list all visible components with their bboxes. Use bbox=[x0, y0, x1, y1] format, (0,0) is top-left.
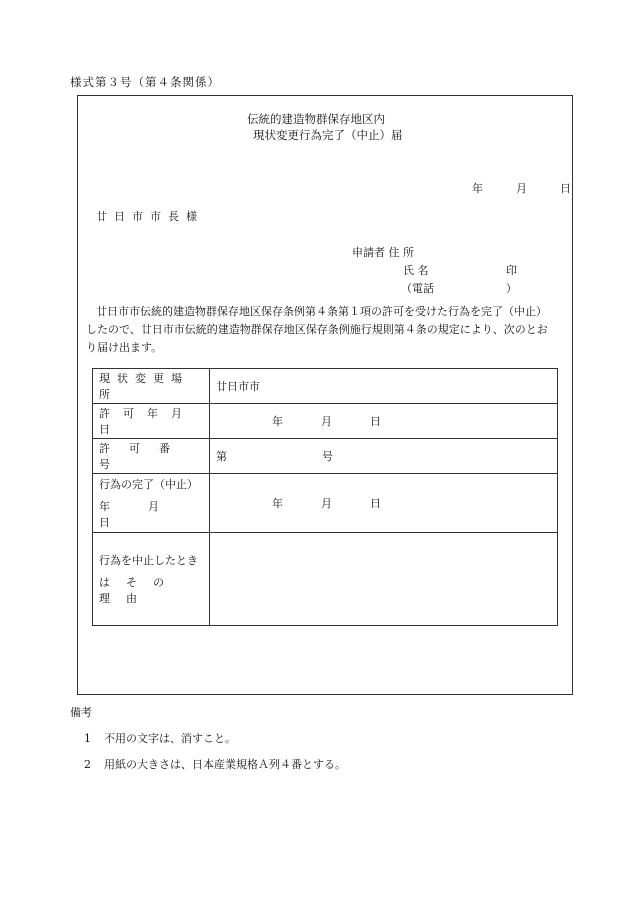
note-number: 1 bbox=[84, 732, 91, 745]
day-label: 日 bbox=[560, 182, 571, 195]
year-label: 年 bbox=[472, 182, 483, 195]
applicant-address-label: 申請者 住 所 bbox=[352, 246, 414, 259]
reason-label: 行為を中止したとき はその理由 bbox=[93, 533, 210, 626]
note-item bbox=[84, 730, 236, 746]
telephone-open: （電話 bbox=[401, 282, 434, 295]
completion-date-label: 行為の完了（中止） 年月日 bbox=[93, 474, 210, 533]
note-text: 不用の文字は、消すこと。 bbox=[104, 732, 236, 745]
details-table bbox=[92, 368, 558, 626]
note-item bbox=[84, 756, 346, 772]
permit-date-label: 許可年月日 bbox=[93, 404, 210, 439]
permit-date-value[interactable]: 年 月 日 bbox=[210, 404, 558, 439]
seal-mark: 印 bbox=[506, 264, 517, 277]
completion-date-value[interactable]: 年 月 日 bbox=[210, 474, 558, 533]
table-row bbox=[93, 439, 558, 474]
form-title-line2: 現状変更行為完了（中止）届 bbox=[253, 128, 403, 142]
permit-number-label: 許可番号 bbox=[93, 439, 210, 474]
location-label: 現状変更場所 bbox=[93, 369, 210, 404]
form-number: 様式第３号（第４条関係） bbox=[70, 75, 220, 89]
applicant-name-label: 氏 名 bbox=[403, 264, 429, 277]
location-value[interactable]: 廿日市市 bbox=[210, 369, 558, 404]
table-row bbox=[93, 533, 558, 626]
telephone-label bbox=[401, 280, 517, 296]
notes-heading: 備考 bbox=[70, 706, 92, 719]
addressee: 廿日市市長様 bbox=[96, 210, 204, 223]
permit-number-value[interactable]: 第 号 bbox=[210, 439, 558, 474]
month-label: 月 bbox=[516, 182, 527, 195]
form-title-line1: 伝統的建造物群保存地区内 bbox=[247, 112, 385, 126]
declaration-text: 廿日市市伝統的建造物群保存地区保存条例第４条第１項の許可を受けた行為を完了（中止）したので、廿日市市伝統的建造物群保存地区保存条例施行規則第４条の規定により、次のとおり届け出ます。 bbox=[86, 305, 548, 354]
table-row bbox=[93, 474, 558, 533]
note-number: 2 bbox=[84, 758, 91, 771]
table-row bbox=[93, 404, 558, 439]
telephone-close: ） bbox=[506, 282, 517, 295]
note-text: 用紙の大きさは、日本産業規格Ａ列４番とする。 bbox=[104, 758, 346, 771]
submission-date bbox=[472, 180, 571, 196]
table-row bbox=[93, 369, 558, 404]
reason-value[interactable] bbox=[210, 533, 558, 626]
